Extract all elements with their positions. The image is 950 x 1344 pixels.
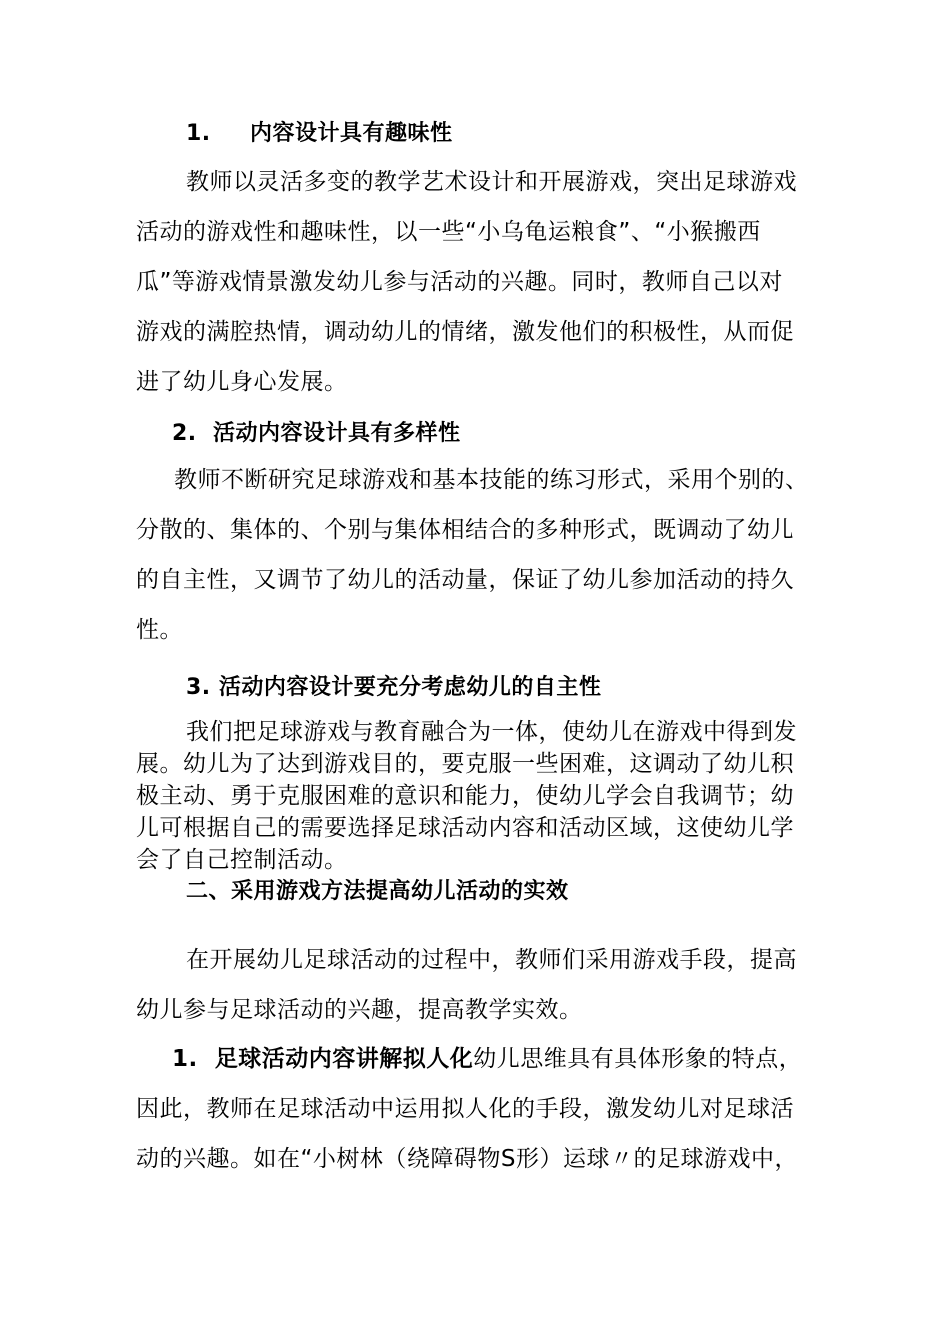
paragraph-line: 因此，教师在足球活动中运用拟人化的手段，激发幼儿对足球活 — [136, 1096, 794, 1122]
heading-text: 3. 活动内容设计要充分考虑幼儿的自主性 — [186, 675, 602, 700]
paragraph-line: 会了自己控制活动。 — [136, 847, 348, 873]
paragraph-line: 动的兴趣。如在“小树林（绕障碍物S形）运球〃的足球游戏中， — [136, 1146, 799, 1172]
paragraph-line: 性。 — [136, 617, 183, 643]
paragraph-line: 活动的游戏性和趣味性，以一些“小乌龟运粮食”、“小猴搬西 — [136, 219, 761, 245]
paragraph-personification — [136, 1034, 826, 1184]
paragraph-line: 在开展幼儿足球活动的过程中，教师们采用游戏手段，提高 — [186, 947, 797, 973]
paragraph-line: 极主动、勇于克服困难的意识和能力，使幼儿学会自我调节；幼 — [136, 783, 794, 809]
heading-text: 内容设计具有趣味性 — [250, 121, 453, 146]
paragraph-line: 的自主性，又调节了幼儿的活动量，保证了幼儿参加活动的持久 — [136, 567, 794, 593]
paragraph-line: 幼儿参与足球活动的兴趣，提高教学实效。 — [136, 997, 583, 1023]
paragraph-line: 分散的、集体的、个别与集体相结合的多种形式，既调动了幼儿 — [136, 517, 794, 543]
paragraph-game-methods — [136, 935, 826, 1035]
paragraph-line: 我们把足球游戏与教育融合为一体，使幼儿在游戏中得到发 — [186, 719, 797, 745]
heading-diversity — [172, 416, 862, 447]
heading-text: 二、采用游戏方法提高幼儿活动的实效 — [186, 879, 569, 904]
heading-number: 1. — [186, 121, 211, 146]
paragraph-line: 展。幼儿为了达到游戏目的，要克服一些困难，这调动了幼儿积 — [136, 751, 794, 777]
paragraph-line: 游戏的满腔热情，调动幼儿的情绪，激发他们的积极性，从而促 — [136, 319, 794, 345]
paragraph-autonomy — [136, 716, 826, 876]
inline-text: 幼儿思维具有具体形象的特点， — [473, 1046, 803, 1072]
paragraph-diversity — [136, 455, 826, 655]
paragraph-line: 瓜”等游戏情景激发幼儿参与活动的兴趣。同时，教师自己以对 — [136, 269, 783, 295]
heading-content-interest — [186, 116, 876, 147]
paragraph-line — [136, 1034, 826, 1084]
paragraph-line: 教师以灵活多变的教学艺术设计和开展游戏，突出足球游戏 — [186, 169, 797, 195]
heading-text: 2. 活动内容设计具有多样性 — [172, 421, 461, 446]
paragraph-line: 教师不断研究足球游戏和基本技能的练习形式，采用个别的、 — [174, 467, 809, 493]
paragraph-line: 儿可根据自己的需要选择足球活动内容和活动区域，这使幼儿学 — [136, 815, 794, 841]
paragraph-line: 进了幼儿身心发展。 — [136, 369, 348, 395]
heading-game-methods — [186, 874, 876, 905]
paragraph-interest — [136, 157, 826, 407]
inline-heading: 1. 足球活动内容讲解拟人化 — [172, 1046, 474, 1072]
heading-autonomy — [186, 670, 876, 701]
